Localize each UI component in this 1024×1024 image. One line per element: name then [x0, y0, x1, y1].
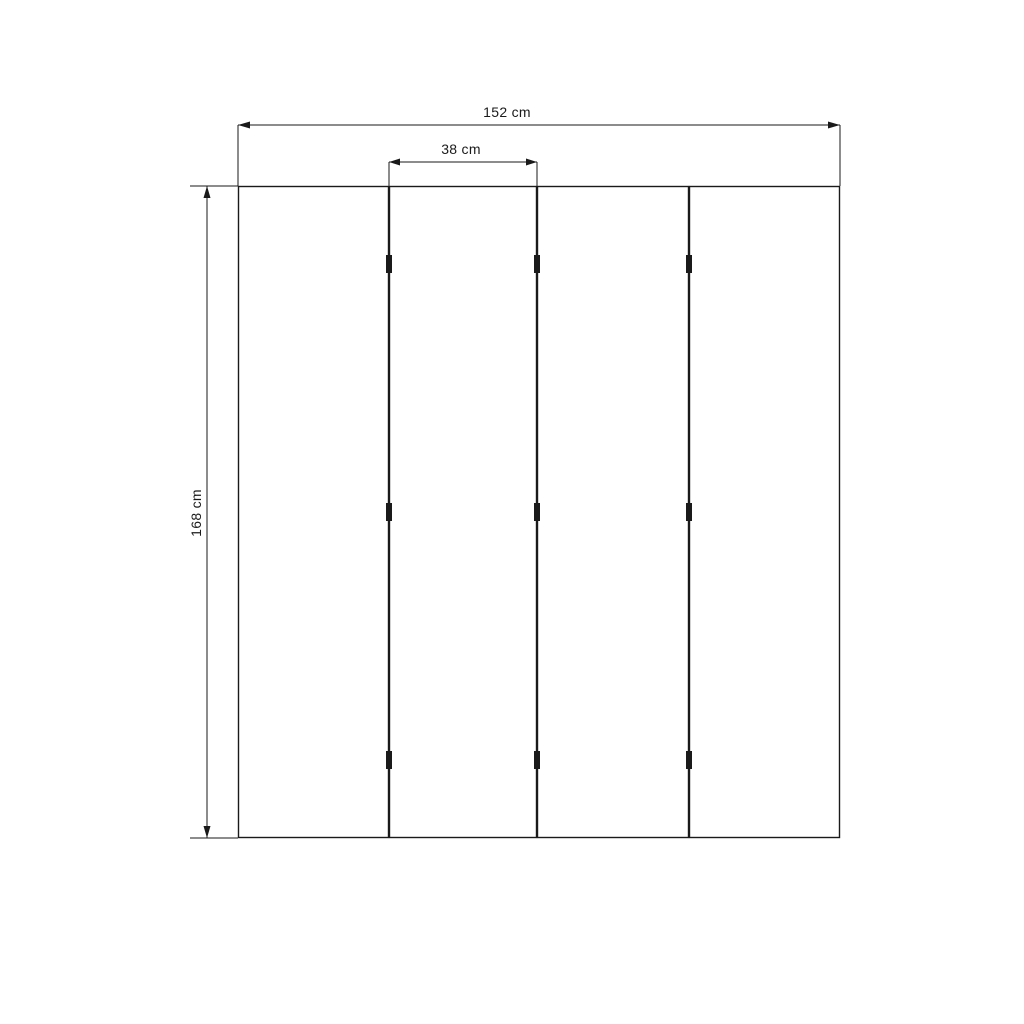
total-width-label: 152 cm — [483, 104, 531, 120]
panel-3[interactable] — [538, 187, 689, 838]
panel-width-dimension — [389, 159, 537, 187]
panel-width-label: 38 cm — [441, 141, 481, 157]
hinge-icon — [534, 503, 540, 521]
total-width-dimension — [238, 122, 840, 187]
hinge-icon — [686, 503, 692, 521]
total-width-arrow-right — [828, 122, 840, 129]
hinge-icon — [534, 255, 540, 273]
hinge-icon — [386, 255, 392, 273]
total-width-arrow-left — [238, 122, 250, 129]
hinge-icon — [686, 255, 692, 273]
hinge-icon — [386, 503, 392, 521]
height-label: 168 cm — [188, 489, 204, 537]
panel-2[interactable] — [390, 187, 537, 838]
panel-width-arrow-left — [389, 159, 400, 166]
panel-1[interactable] — [239, 187, 389, 838]
panel-4[interactable] — [690, 187, 840, 838]
hinge-icon — [534, 751, 540, 769]
panel-width-arrow-right — [526, 159, 537, 166]
hinge-icon — [686, 751, 692, 769]
hinge-icon — [386, 751, 392, 769]
height-arrow-bottom — [204, 826, 211, 838]
height-arrow-top — [204, 186, 211, 198]
